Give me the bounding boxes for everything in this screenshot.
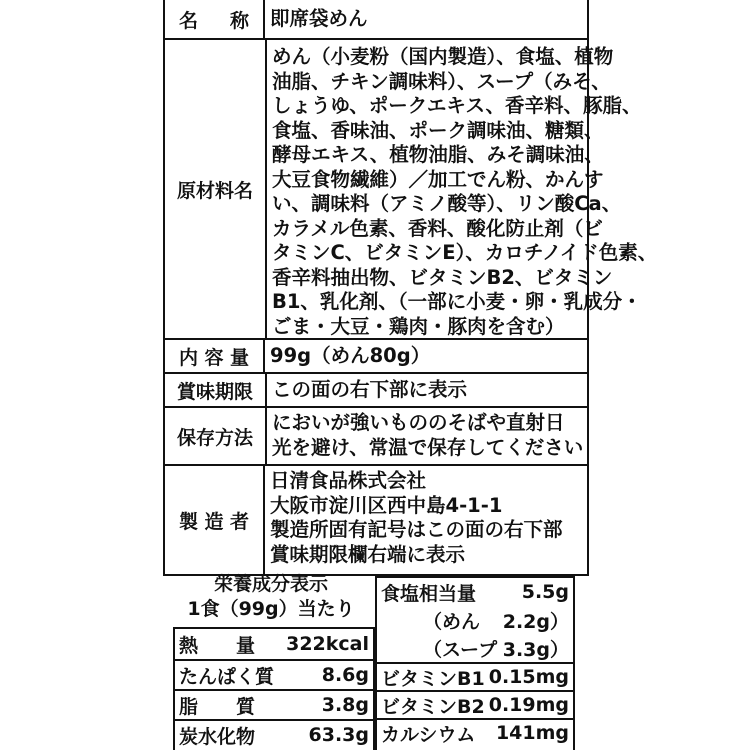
ingredients-line: 酵母エキス、植物油脂、みそ調味油、: [272, 143, 604, 166]
ingredients-line: めん（小麦粉（国内製造）、食塩、植物: [272, 45, 614, 68]
ingredients-value: [267, 40, 661, 338]
header-manufacturer: [165, 466, 265, 574]
ingredients-line: 香辛料抽出物、ビタミンB2、ビタミン: [272, 265, 613, 289]
nutrient-label: カルシウム: [381, 723, 476, 746]
best-before-value: この面の右下部に表示: [272, 378, 468, 401]
nutrient-label: 脂 質: [179, 695, 256, 718]
header-best-before: 賞味期限: [165, 374, 267, 406]
nutrition-title-line: 栄養成分表示: [213, 573, 328, 595]
ingredients-line: い、調味料（アミノ酸等）、リン酸Ca、: [272, 192, 622, 215]
nutrient-value: 322kcal: [286, 633, 369, 655]
nutrition-row-carbohydrate: [175, 719, 373, 749]
product-info-table: [163, 0, 658, 576]
nutrition-row-salt-noodles: [377, 606, 573, 634]
manufacturer-value: [265, 466, 587, 574]
ingredients-line: 油脂、チキン調味料）、スープ（みそ、: [272, 69, 611, 93]
nutrient-label: ビタミンB1: [381, 667, 485, 690]
ingredients-line: カラメル色素、香料、酸化防止剤（ビ: [272, 216, 603, 240]
nutrient-value: 2.2g）: [502, 610, 569, 633]
ingredients-line: タミンC、ビタミンE）、カロチノイド色素、: [272, 241, 658, 264]
nutrition-row-calcium: [377, 718, 573, 746]
storage-line: 光を避け、常温で保存してください: [272, 435, 584, 459]
nutrient-value: 63.3g: [308, 724, 369, 746]
nutrient-label: 熱 量: [179, 634, 256, 657]
net-content-value: 99g（めん80g）: [270, 344, 431, 367]
nutrition-title: [173, 572, 369, 622]
product-name-value: 即席袋めん: [270, 7, 368, 30]
header-product-name: [165, 0, 265, 38]
header-char: 容: [204, 346, 224, 369]
nutrition-row-salt: [377, 578, 573, 606]
nutrient-value: 141mg: [495, 722, 569, 744]
nutrient-label: たんぱく質: [179, 665, 275, 688]
header-char: 名: [179, 9, 199, 32]
nutrient-label: 炭水化物: [179, 725, 256, 748]
row-product-name: [165, 0, 587, 38]
food-label: [163, 0, 658, 750]
nutrition-table-right: [375, 576, 575, 750]
ingredients-line: 食塩、香味油、ポーク調味油、糖類、: [272, 118, 604, 142]
row-best-before: [165, 372, 587, 406]
ingredients-line: ごま・大豆・鶏肉・豚肉を含む）: [272, 314, 565, 338]
nutrient-value: 5.5g: [521, 581, 569, 603]
row-storage: [165, 406, 587, 464]
manufacturer-line: 日清食品株式会社: [270, 469, 427, 492]
header-char: 内: [179, 346, 199, 369]
nutrition-row-vitamin-b1: [377, 662, 573, 690]
manufacturer-line: 賞味期限欄右端に表示: [270, 542, 466, 566]
nutrition-facts: [163, 572, 587, 750]
header-char: 造: [204, 510, 224, 533]
nutrient-label: 食塩相当量: [381, 582, 477, 605]
storage-line: においが強いもののそばや直射日: [272, 411, 565, 434]
manufacturer-line: 製造所固有記号はこの面の右下部: [270, 518, 563, 541]
nutrition-row-vitamin-b2: [377, 690, 573, 718]
ingredients-line: しょうゆ、ポークエキス、香辛料、豚脂、: [272, 94, 642, 117]
nutrient-label: ビタミンB2: [381, 695, 485, 718]
nutrition-row-energy: [175, 629, 373, 659]
header-storage: 保存方法: [165, 408, 267, 464]
header-char: 製: [179, 510, 199, 533]
header-net-content: [165, 340, 265, 372]
ingredients-line: 大豆食物繊維）／加工でん粉、かんす: [272, 167, 604, 191]
header-char: 量: [229, 346, 249, 369]
nutrition-serving-line: 1食（99g）当たり: [187, 598, 355, 620]
nutrition-row-salt-soup: [377, 634, 573, 662]
manufacturer-line: 大阪市淀川区西中島4-1-1: [270, 493, 503, 517]
row-manufacturer: [165, 464, 587, 574]
row-ingredients: [165, 38, 658, 338]
header-char: 者: [229, 510, 249, 533]
row-net-content: [165, 338, 587, 372]
storage-value: [267, 408, 587, 464]
nutrition-row-fat: [175, 689, 373, 719]
nutrient-label: （めん: [423, 610, 481, 633]
nutrient-value: 0.19mg: [488, 694, 569, 716]
nutrient-value: 3.3g）: [502, 638, 569, 661]
nutrition-row-protein: [175, 659, 373, 689]
nutrient-label: （スープ: [423, 638, 498, 661]
nutrient-value: 0.15mg: [488, 666, 569, 688]
nutrition-table-left: [173, 627, 375, 750]
nutrient-value: 8.6g: [321, 664, 369, 686]
nutrient-value: 3.8g: [321, 694, 369, 716]
ingredients-line: B1、乳化剤、（一部に小麦・卵・乳成分・: [272, 290, 642, 313]
header-char: 称: [229, 9, 249, 32]
header-ingredients: 原材料名: [165, 40, 267, 338]
